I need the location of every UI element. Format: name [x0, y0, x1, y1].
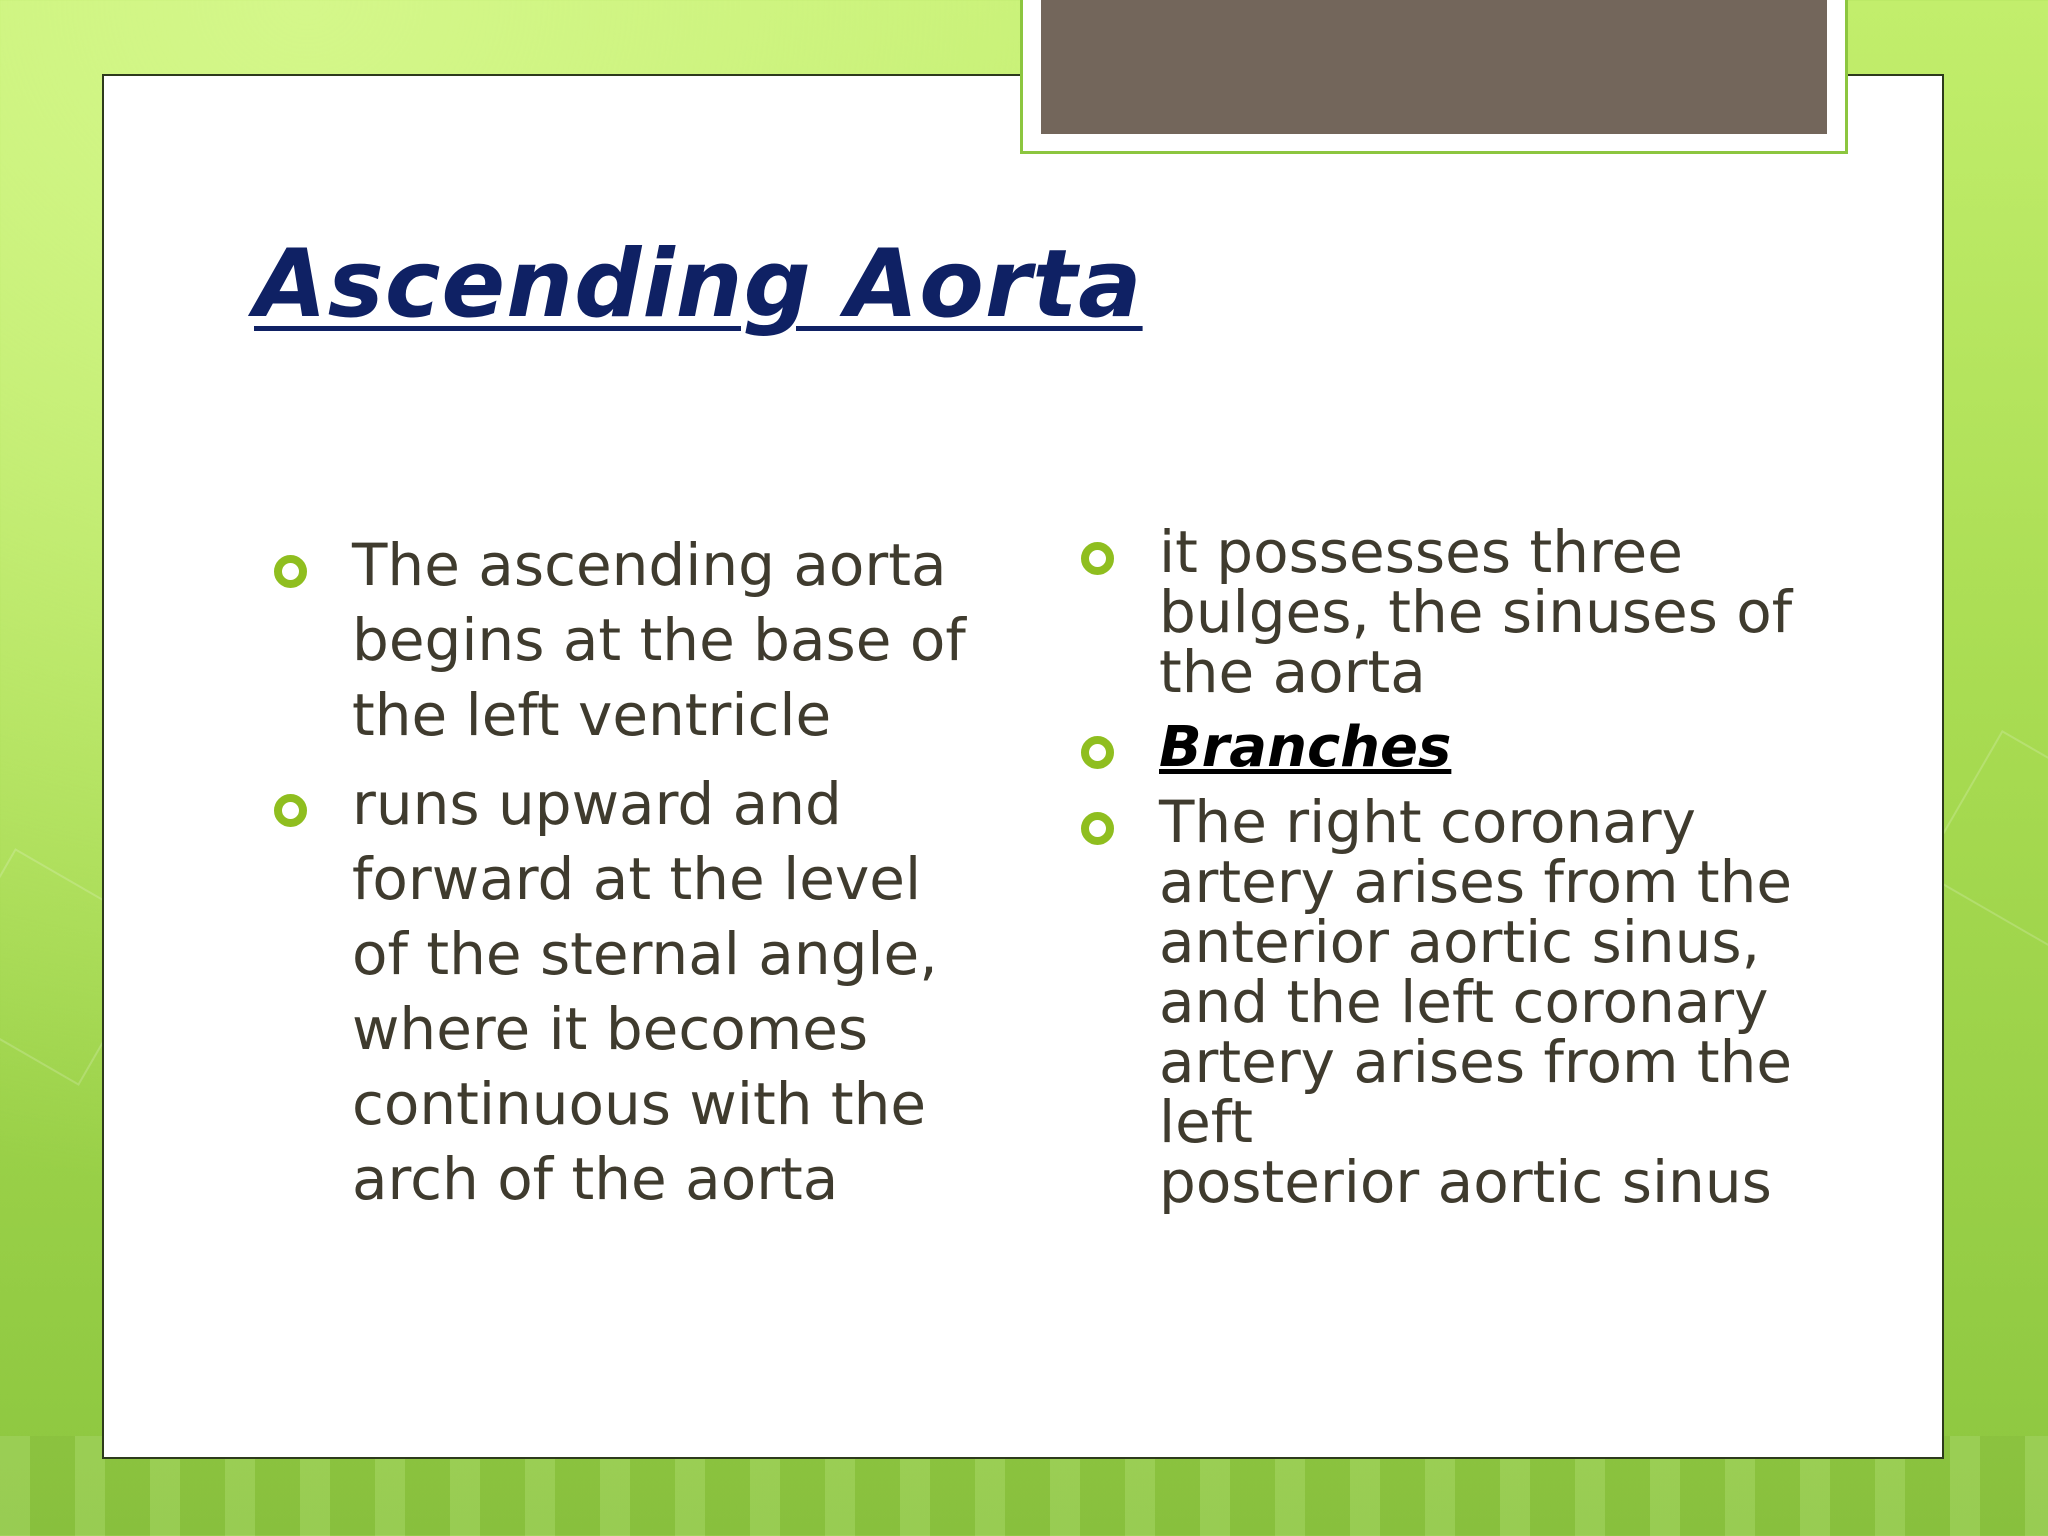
- bullet-item: [1081, 518, 1811, 706]
- bullet-icon: [274, 794, 307, 827]
- right-bullet-list: [1081, 518, 1811, 1226]
- bullet-item: [274, 767, 994, 1217]
- bullet-text: it possesses three bulges, the sinuses of the aorta: [1159, 518, 1793, 706]
- bullet-text: The ascending aorta begins at the base of the left ventricle: [352, 531, 966, 749]
- bullet-text: The right coronary artery arises from the anterior aortic sinus, and the left coronary artery arises from the left: [1159, 788, 1793, 1156]
- header-decoration-fill: [1041, 0, 1827, 134]
- bullet-text-continuation: posterior aortic sinus: [1159, 1148, 1772, 1216]
- branches-heading: Branches: [1159, 715, 1452, 780]
- bullet-icon: [1081, 542, 1114, 575]
- bullet-icon: [1081, 812, 1114, 845]
- slide-title: Ascending Aorta: [254, 230, 1143, 339]
- left-bullet-list: [274, 528, 994, 1231]
- header-decoration-box: [1020, 0, 1848, 154]
- bullet-item: [1081, 788, 1811, 1216]
- bullet-text: runs upward and forward at the level of the sternal angle, where it becomes continuous with the arch of the aorta: [352, 770, 938, 1213]
- bullet-item: [1081, 716, 1811, 778]
- bullet-icon: [1081, 736, 1114, 769]
- bullet-item: [274, 528, 994, 753]
- bullet-icon: [274, 555, 307, 588]
